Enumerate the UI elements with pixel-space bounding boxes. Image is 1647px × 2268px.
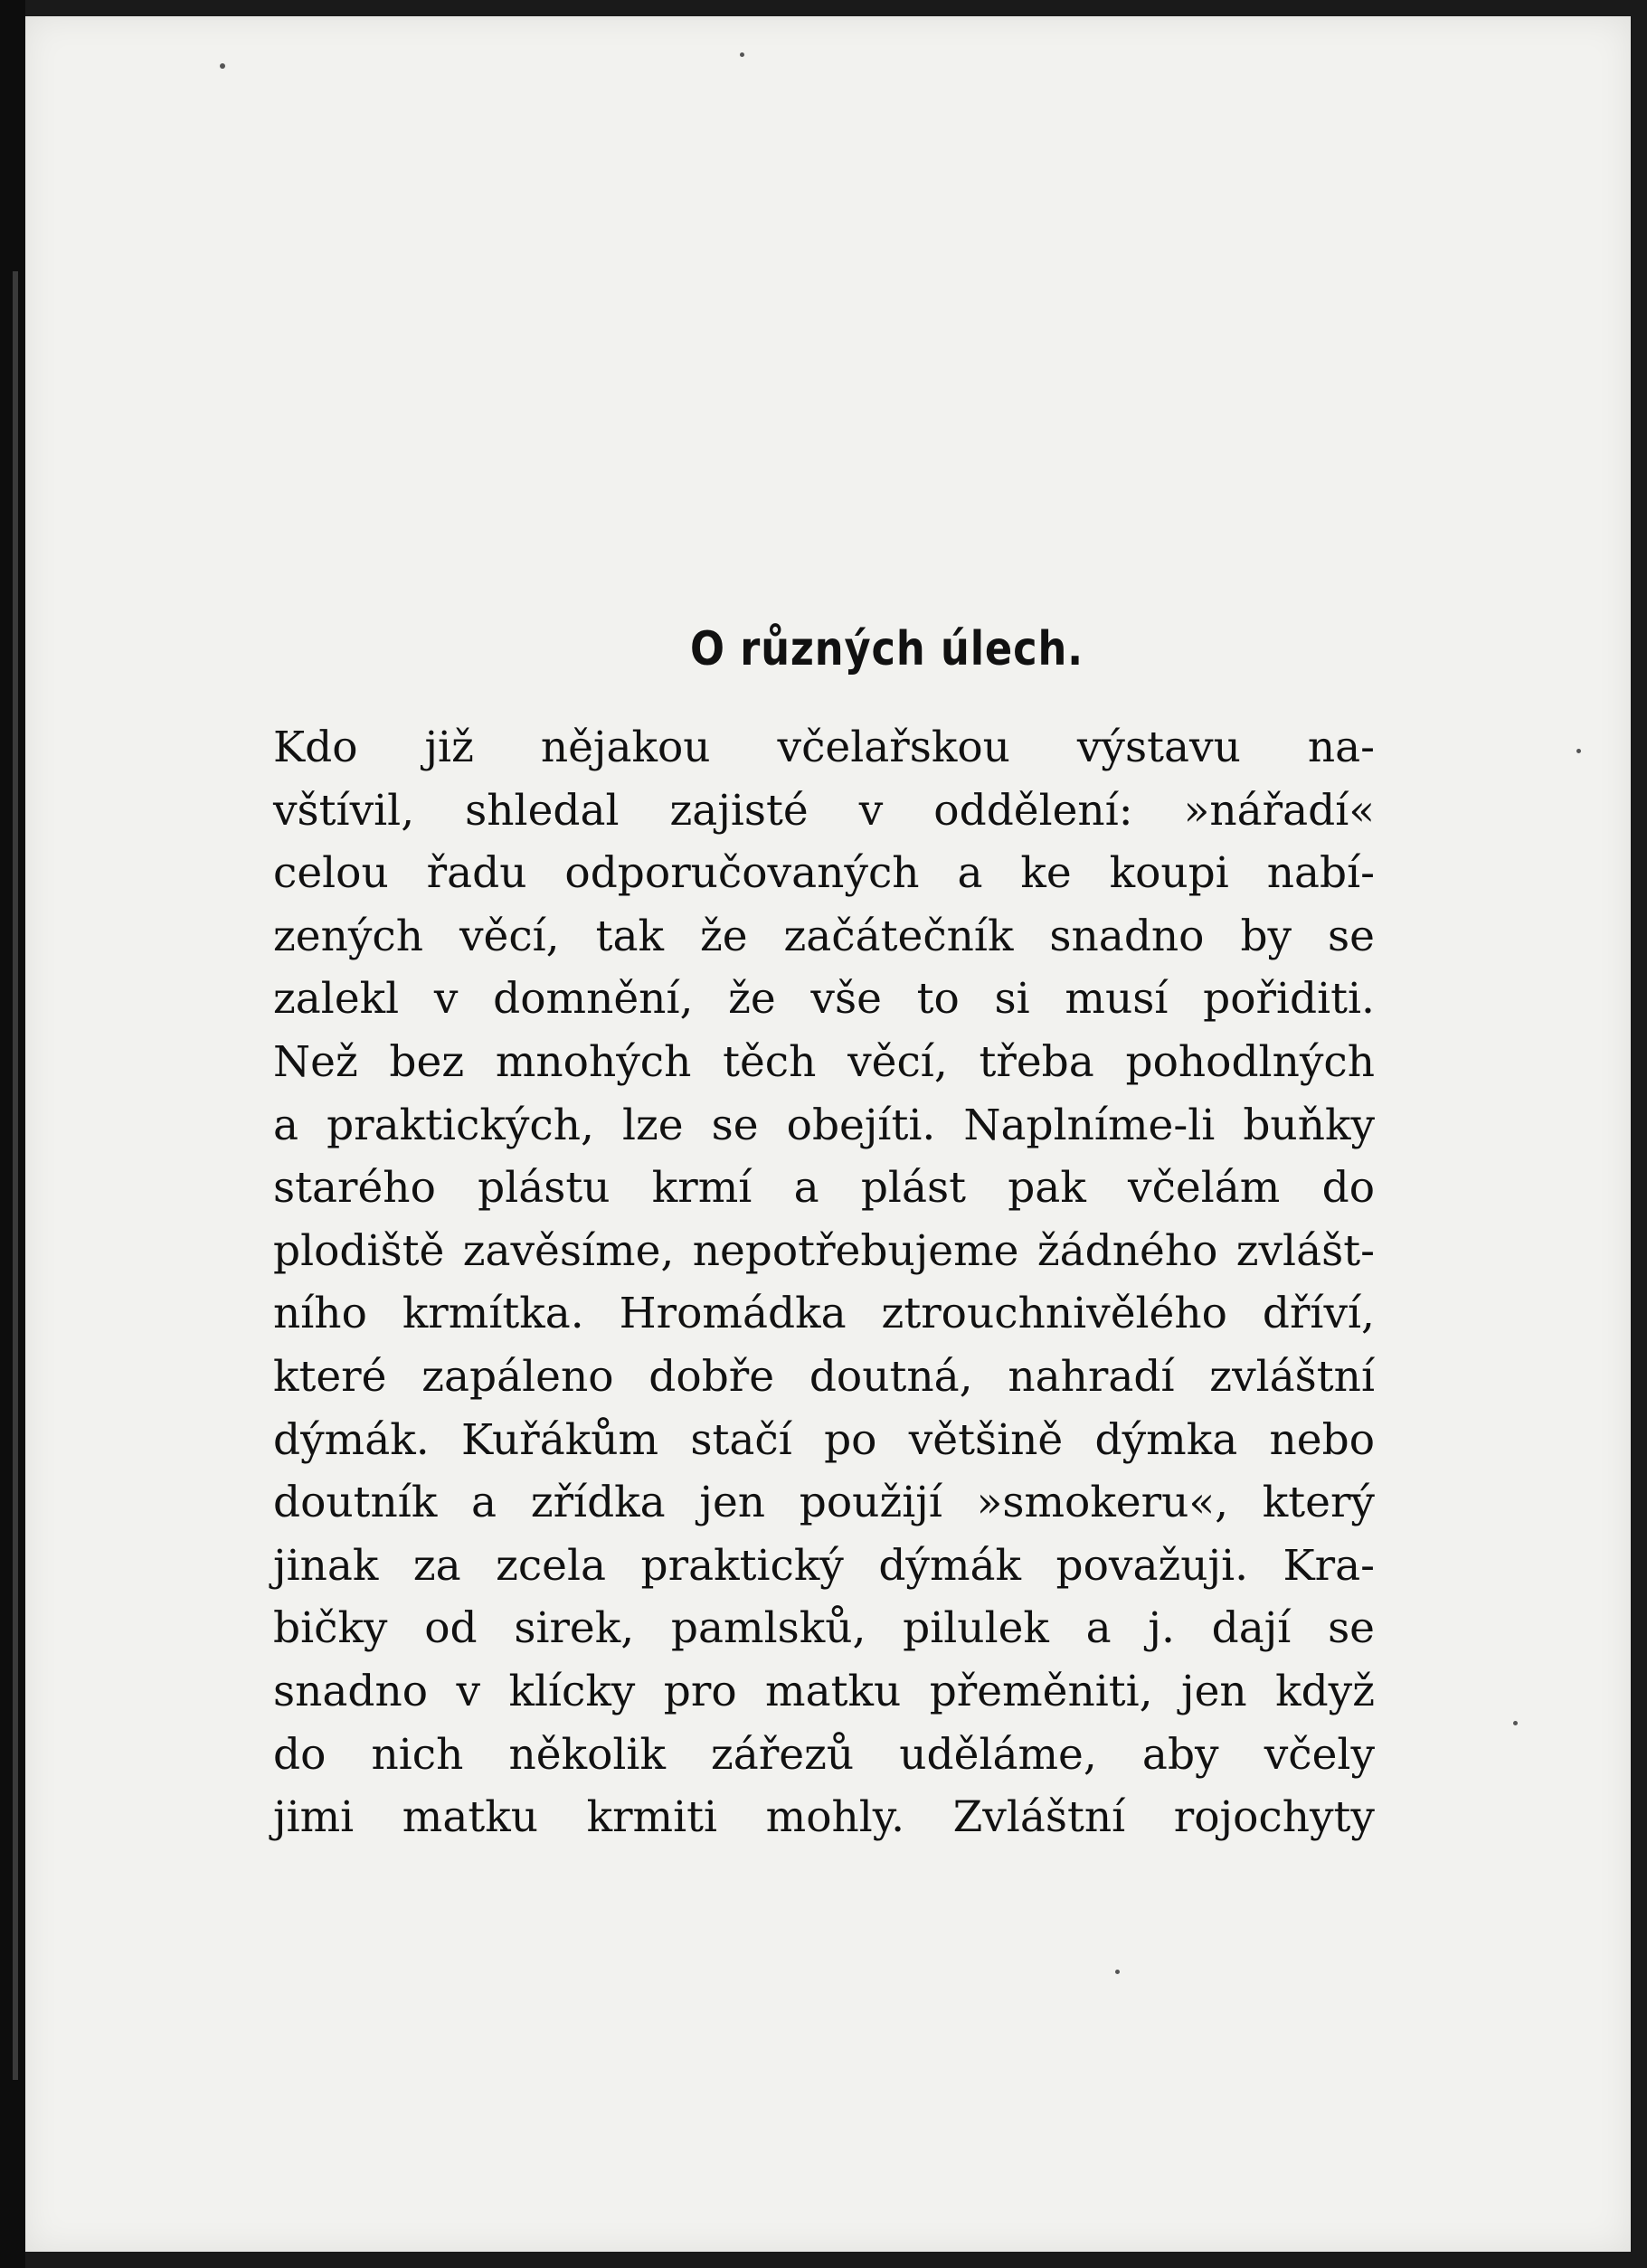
text-line: vštívil, shledal zajisté v oddělení: »nářadí«	[273, 785, 1375, 836]
text-line: doutník a zřídka jen použijí »smokeru«, který	[273, 1478, 1375, 1528]
text-line: jinak za zcela praktický dýmák považuji. Kra-	[273, 1540, 1375, 1591]
chapter-title: O různých úlech.	[690, 622, 1084, 676]
paper-speck	[740, 52, 744, 57]
text-line: bičky od sirek, pamlsků, pilulek a j. dají se	[273, 1603, 1375, 1654]
text-line: snadno v klícky pro matku přeměniti, jen když	[273, 1666, 1375, 1716]
book-binding-edge	[0, 0, 25, 2268]
text-line: zalekl v domnění, že vše to si musí pořiditi.	[273, 974, 1375, 1025]
paper-speck	[1115, 1970, 1120, 1974]
text-line: které zapáleno dobře doutná, nahradí zvláštní	[273, 1351, 1375, 1402]
paper-speck	[1513, 1721, 1518, 1725]
paper-speck	[1576, 749, 1581, 753]
paper-speck	[220, 63, 225, 69]
text-line: dýmák. Kuřákům stačí po většině dýmka nebo	[273, 1414, 1375, 1465]
text-line: jimi matku krmiti mohly. Zvláštní rojochyty	[273, 1792, 1375, 1843]
text-line: a praktických, lze se obejíti. Naplníme-li buňky	[273, 1100, 1375, 1150]
text-line: starého plástu krmí a plást pak včelám do	[273, 1163, 1375, 1214]
text-line: Než bez mnohých těch věcí, třeba pohodlných	[273, 1036, 1375, 1087]
text-line: Kdo již nějakou včelařskou výstavu na-	[273, 723, 1375, 772]
text-line: do nich několik zářezů uděláme, aby včely	[273, 1729, 1375, 1780]
text-line: celou řadu odporučovaných a ke koupi nabí-	[273, 848, 1375, 899]
text-line: ního krmítka. Hromádka ztrouchnivělého dříví,	[273, 1289, 1375, 1339]
text-line: zených věcí, tak že začátečník snadno by se	[273, 911, 1375, 961]
text-line: plodiště zavěsíme, nepotřebujeme žádného zvlášt-	[273, 1225, 1375, 1276]
body-text	[273, 716, 1375, 1849]
